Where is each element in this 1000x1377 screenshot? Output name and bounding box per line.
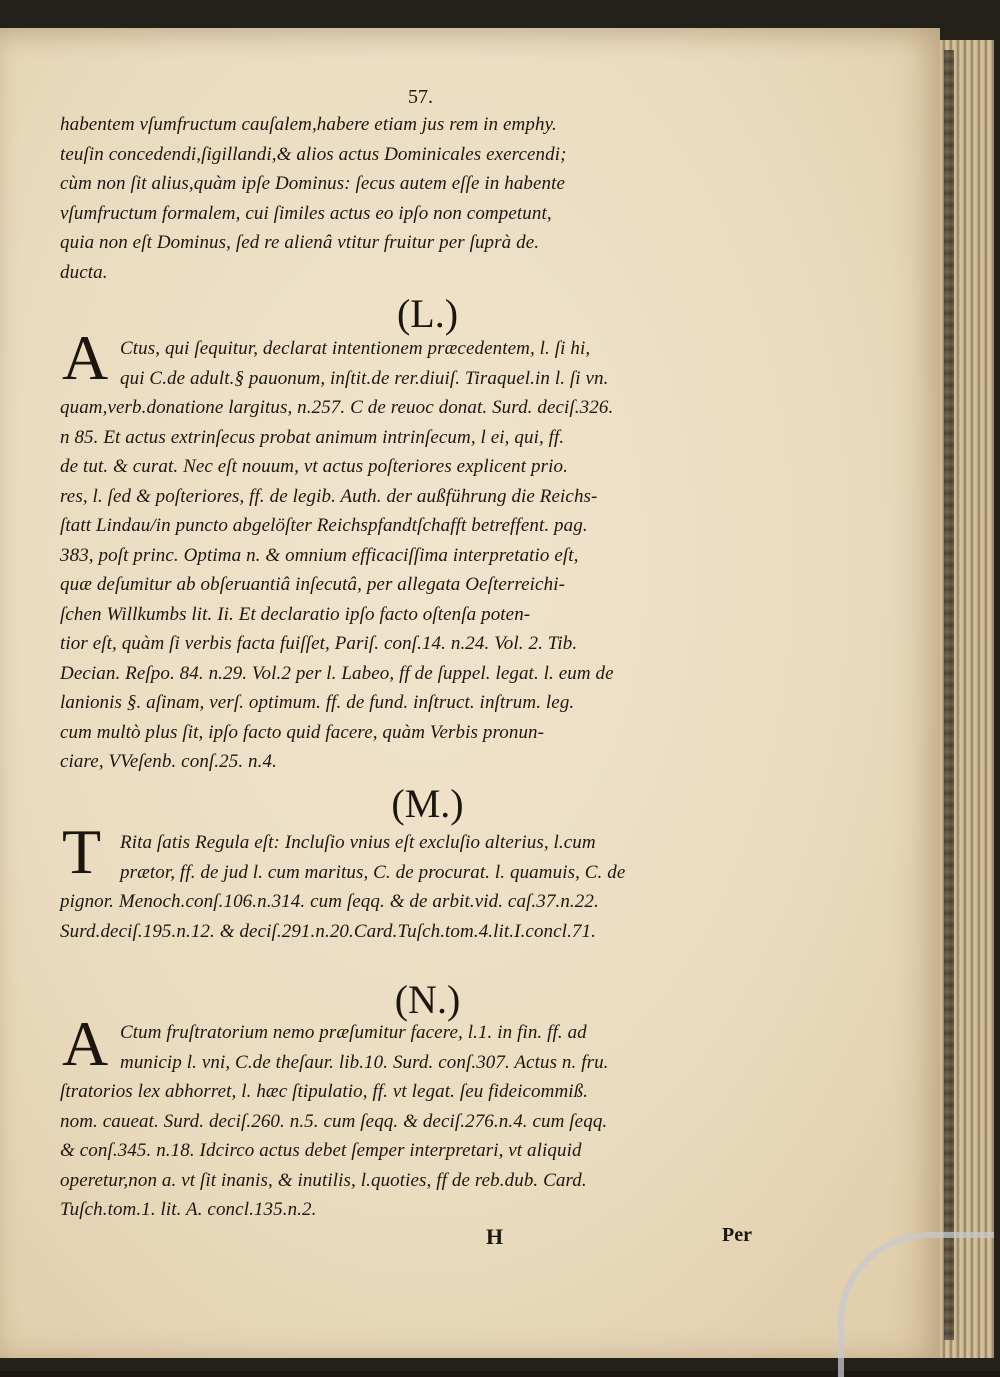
text-line: Decian. Reſpo. 84. n.29. Vol.2 per l. Labeo, ff de ſuppel. legat. l. eum de [60, 662, 614, 684]
text-line: habentem vſumfructum cauſalem,habere etiam jus rem in emphy. [60, 114, 557, 135]
text-line: ſtatt Lindau/in puncto abgelöſter Reichspfandtſchafft betreffent. pag. [60, 515, 588, 536]
text-line: quia non eſt Dominus, ſed re alienâ vtitur fruitur per ſuprà de. [60, 232, 540, 253]
text-line: & conſ.345. n.18. Idcirco actus debet ſemper interpretari, vt aliquid [60, 1140, 582, 1161]
text-line: quam,verb.donatione largitus, n.257. C de reuoc donat. Surd. deciſ.326. [60, 397, 614, 418]
text-line: lanionis §. aſinam, verſ. optimum. ff. de fund. inſtruct. inſtrum. leg. [60, 692, 575, 713]
binding-shadow [944, 50, 954, 1340]
page-fore-edge [932, 40, 994, 1358]
text-line: ducta. [60, 261, 108, 283]
paragraph-n [60, 1018, 800, 1225]
drop-cap-l: A [62, 322, 109, 393]
paragraph-continuation [60, 110, 800, 287]
text-line: qui C.de adult.§ pauonum, inſtit.de rer.diuiſ. Tiraquel.in l. ſi vn. [120, 367, 609, 389]
text-line: quæ deſumitur ab obſeruantiâ inſecutâ, per allegata Oeſterreichi- [60, 574, 565, 595]
text-line: 383, poſt princ. Optima n. & omnium efficaciſſima interpretatio eſt, [60, 544, 579, 566]
section-heading-l: (L.) [396, 291, 459, 336]
drop-cap-m: T [62, 816, 102, 887]
text-line: vſumfructum formalem, cui ſimiles actus eo ipſo non competunt, [60, 202, 552, 224]
text-line: ſtratorios lex abhorret, l. hæc ſtipulatio, ff. vt legat. ſeu fideicommiß. [60, 1081, 589, 1102]
text-line: teuſin concedendi,ſigillandi,& alios actus Dominicales exercendi; [60, 143, 567, 165]
book-page [0, 28, 940, 1358]
signature-mark: H [486, 1224, 504, 1249]
text-line: nom. caueat. Surd. deciſ.260. n.5. cum ſeqq. & deciſ.276.n.4. cum ſeqq. [60, 1110, 608, 1132]
text-line: pignor. Menoch.conſ.106.n.314. cum ſeqq. & de arbit.vid. caſ.37.n.22. [60, 891, 599, 912]
text-line: ciare, VVeſenb. conſ.25. n.4. [60, 751, 277, 772]
text-line: operetur,non a. vt ſit inanis, & inutilis, l.quoties, ff de reb.dub. Card. [60, 1169, 587, 1191]
text-line: n 85. Et actus extrinſecus probat animum intrinſecum, l ei, qui, ff. [60, 426, 565, 448]
text-line: Rita ſatis Regula eſt: Incluſio vnius eſt excluſio alterius, l.cum [120, 832, 596, 853]
text-line: tior eſt, quàm ſi verbis facta fuiſſet, Pariſ. conſ.14. n.24. Vol. 2. Tib. [60, 633, 578, 654]
text-line: Tuſch.tom.1. lit. A. concl.135.n.2. [60, 1199, 317, 1220]
section-heading-m: (M.) [391, 781, 464, 826]
text-line: cùm non ſit alius,quàm ipſe Dominus: ſecus autem eſſe in habente [60, 173, 566, 194]
text-line: de tut. & curat. Nec eſt nouum, vt actus poſteriores explicent prio. [60, 456, 568, 477]
folio-number: 57. [408, 86, 433, 108]
paragraph-l [60, 334, 800, 777]
paragraph-m [60, 828, 800, 946]
text-line: Ctus, qui ſequitur, declarat intentionem præcedentem, l. ſi hi, [120, 338, 591, 359]
text-line: municip l. vni, C.de theſaur. lib.10. Surd. conſ.307. Actus n. fru. [120, 1051, 609, 1073]
text-line: cum multò plus ſit, ipſo facto quid facere, quàm Verbis pronun- [60, 721, 545, 743]
text-line: res, l. ſed & poſteriores, ff. de legib. Auth. der außführung die Reichs- [60, 485, 598, 507]
drop-cap-n: A [62, 1008, 109, 1079]
catchword: Per [722, 1224, 752, 1246]
text-line: ſchen Willkumbs lit. Ii. Et declaratio ipſo facto oſtenſa poten- [60, 603, 531, 625]
section-heading-n: (N.) [394, 977, 461, 1022]
text-line: Surd.deciſ.195.n.12. & deciſ.291.n.20.Card.Tuſch.tom.4.lit.I.concl.71. [60, 920, 596, 942]
text-line: prætor, ff. de jud l. cum maritus, C. de procurat. l. quamuis, C. de [120, 861, 626, 883]
text-line: Ctum fruſtratorium nemo præſumitur facere, l.1. in fin. ff. ad [120, 1022, 587, 1043]
